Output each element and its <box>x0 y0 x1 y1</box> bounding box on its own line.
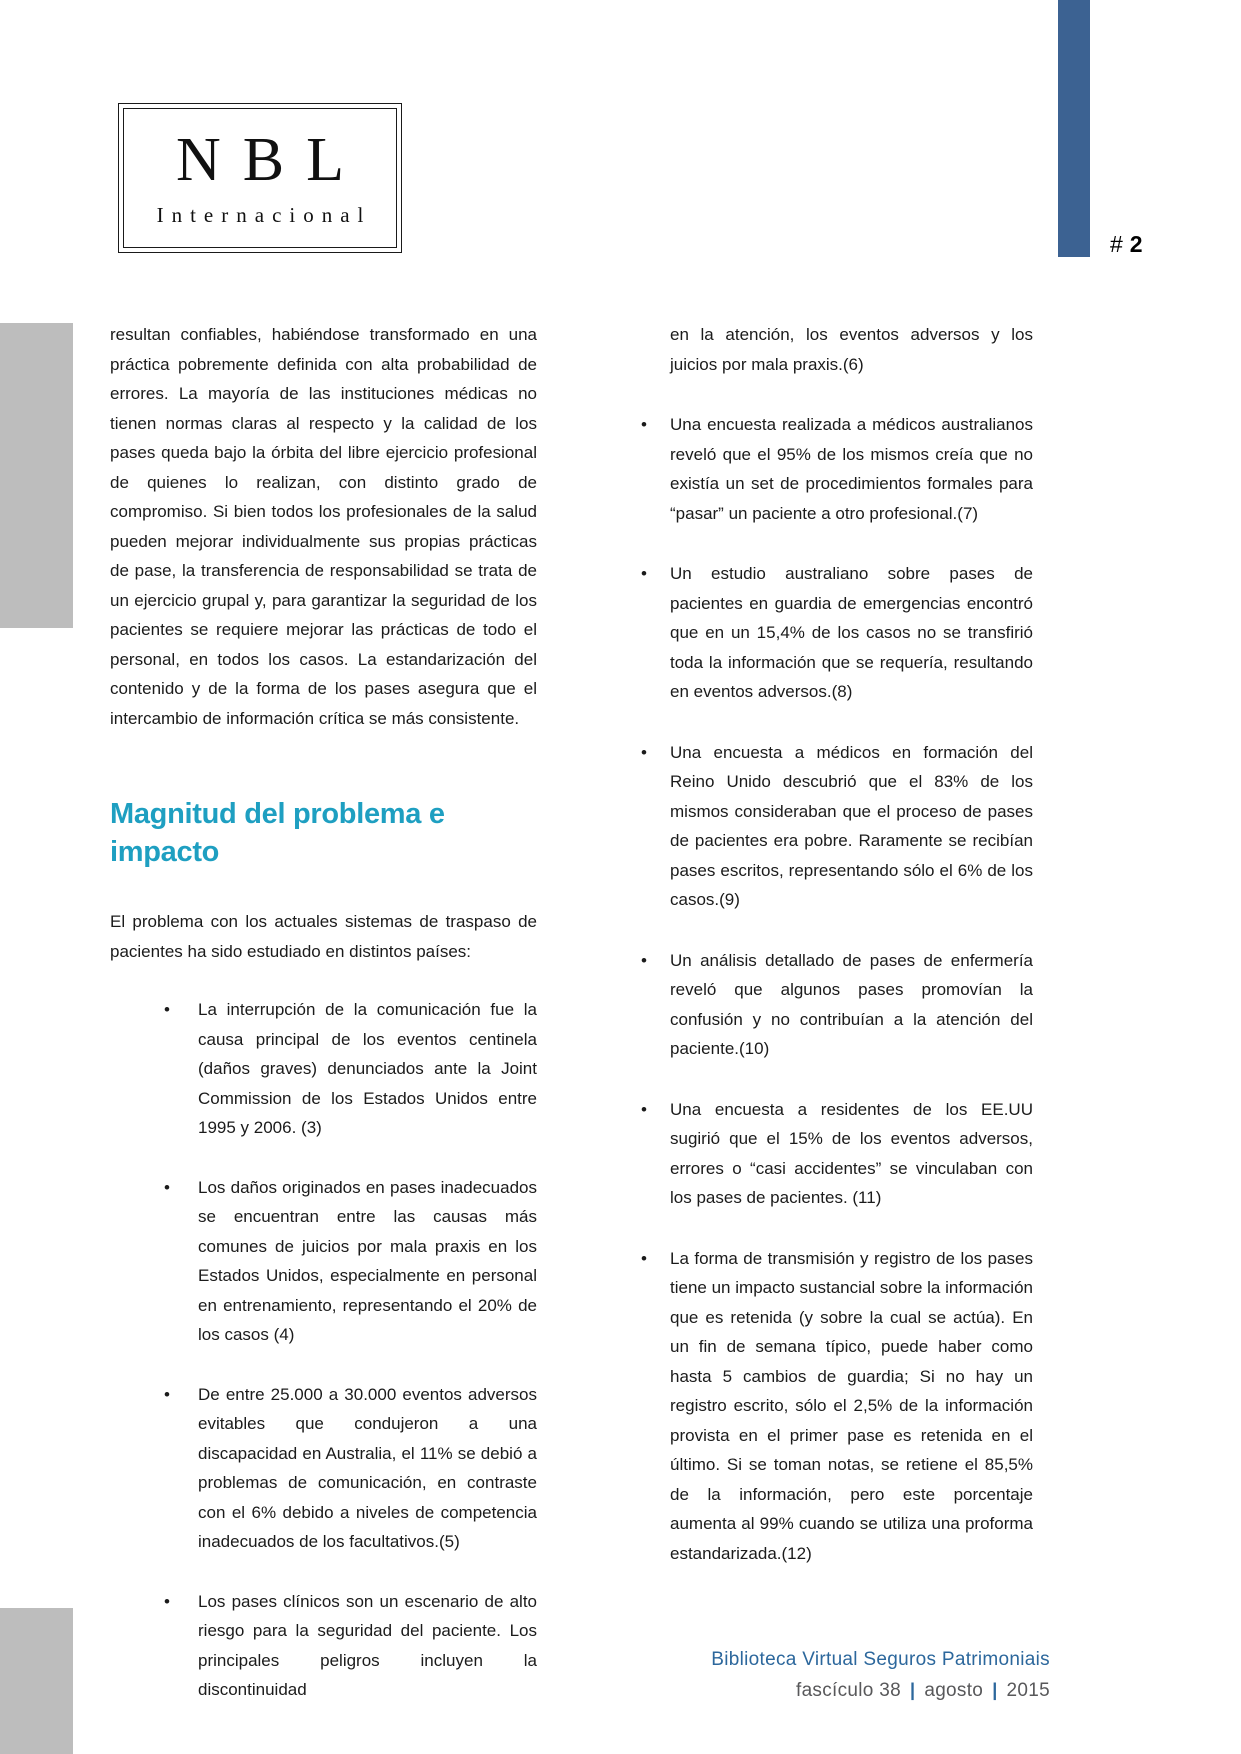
intro-paragraph: resultan confiables, habiéndose transformado en una práctica pobremente definida con alta probabilidad de errores. La mayoría de las instituciones médicas no tienen normas claras al respecto y la calidad de los pases queda bajo la órbita del libre ejercicio profesional de quienes lo realizan, con distinto grado de compromiso. Si bien todos los profesionales de la salud pueden mejorar individualmente sus propias prácticas de pase, la transferencia de responsabilidad se trata de un ejercicio grupal y, para garantizar la seguridad de los pacientes se requiere mejorar las prácticas de todo el personal, en todos los casos. La estandarización del contenido y de la forma de los pases asegura que el intercambio de información crítica se más consistente. <box>110 325 537 728</box>
footer <box>711 1645 1050 1706</box>
footer-issue-line <box>711 1675 1050 1706</box>
page-number-value: 2 <box>1129 231 1143 257</box>
header-accent-bar <box>1058 0 1090 257</box>
bullet-list-left <box>110 995 537 1705</box>
continuation-paragraph: en la atención, los eventos adversos y los juicios por mala praxis.(6) <box>670 325 1033 374</box>
logo-subtitle: Internacional <box>156 202 372 227</box>
bullet-item-malpractice: • Los daños originados en pases inadecuados se encuentran entre las causas más comunes de juicios por mala praxis en los Estados Unidos, especialmente en personal en entrenamiento, representando el 20% de los casos (4) <box>110 1173 537 1350</box>
bullet-item-clinical-handoffs: • Los pases clínicos son un escenario de alto riesgo para la seguridad del paciente. Los principales peligros incluyen la discontinuidad <box>110 1587 537 1705</box>
page-number-hash: # <box>1110 231 1123 257</box>
footer-separator-icon: | <box>909 1680 916 1700</box>
right-column <box>613 320 1033 1568</box>
bullet-item-australia-events: • De entre 25.000 a 30.000 eventos adversos evitables que condujeron a una discapacidad en Australia, el 11% se debió a problemas de comunicación, en contraste con el 6% debido a niveles de competencia inadecuados de los facultativos.(5) <box>110 1380 537 1557</box>
section-heading: Magnitud del problema e impacto <box>110 798 445 868</box>
left-column <box>110 320 537 1705</box>
bullet-item-australian-survey: • Una encuesta realizada a médicos australianos reveló que el 95% de los mismos creía que no existía un set de procedimientos formales para “pasar” un paciente a otro profesional.(7) <box>613 410 1033 528</box>
bullet-item-us-residents: • Una encuesta a residentes de los EE.UU sugirió que el 15% de los eventos adversos, errores o “casi accidentes” se vinculaban con los pases de pacientes. (11) <box>613 1095 1033 1213</box>
footer-library-title: Biblioteca Virtual Seguros Patrimoniais <box>711 1649 1050 1670</box>
page-number <box>1110 231 1143 258</box>
bullet-item-uk-survey: • Una encuesta a médicos en formación del Reino Unido descubrió que el 83% de los mismos consideraban que el proceso de pases de pacientes era pobre. Raramente se recibían pases escritos, representando sólo el 6% de los casos.(9) <box>613 738 1033 915</box>
nbl-logo <box>118 103 402 253</box>
lead-paragraph: El problema con los actuales sistemas de traspaso de pacientes ha sido estudiado en distintos países: <box>110 912 537 961</box>
bullet-list-right <box>613 410 1033 1568</box>
footer-year: 2015 <box>1006 1680 1050 1701</box>
bullet-item-transmission-form: • La forma de transmisión y registro de los pases tiene un impacto sustancial sobre la información que es retenida (y sobre la cual se actúa). En un fin de semana típico, puede haber como hasta 5 cambios de guardia; Si no hay un registro escrito, sólo el 2,5% de la información provista en el primer pase es retenida en el último. Si se toman notas, se retiene el 85,5% de la información, pero este porcentaje aumenta al 99% cuando se utiliza una proforma estandarizada.(12) <box>613 1244 1033 1569</box>
logo-acronym: NBL <box>176 125 366 194</box>
footer-month: agosto <box>924 1680 984 1701</box>
bullet-item-nursing-analysis: • Un análisis detallado de pases de enfermería reveló que algunos pases promovían la confusión y no contribuían a la atención del paciente.(10) <box>613 946 1033 1064</box>
footer-fascicle: fascículo 38 <box>795 1680 901 1701</box>
bullet-item-emergency-study: • Un estudio australiano sobre pases de pacientes en guardia de emergencias encontró que en un 15,4% de los casos no se transfirió toda la información que se requería, resultando en eventos adversos.(8) <box>613 559 1033 707</box>
left-margin-block-top <box>0 323 73 628</box>
left-margin-block-bottom <box>0 1608 73 1754</box>
bullet-item-interruption: • La interrupción de la comunicación fue la causa principal de los eventos centinela (daños graves) denunciados ante la Joint Commission de los Estados Unidos entre 1995 y 2006. (3) <box>110 995 537 1143</box>
footer-separator-icon: | <box>992 1680 998 1700</box>
nbl-logo-frame <box>123 108 397 248</box>
